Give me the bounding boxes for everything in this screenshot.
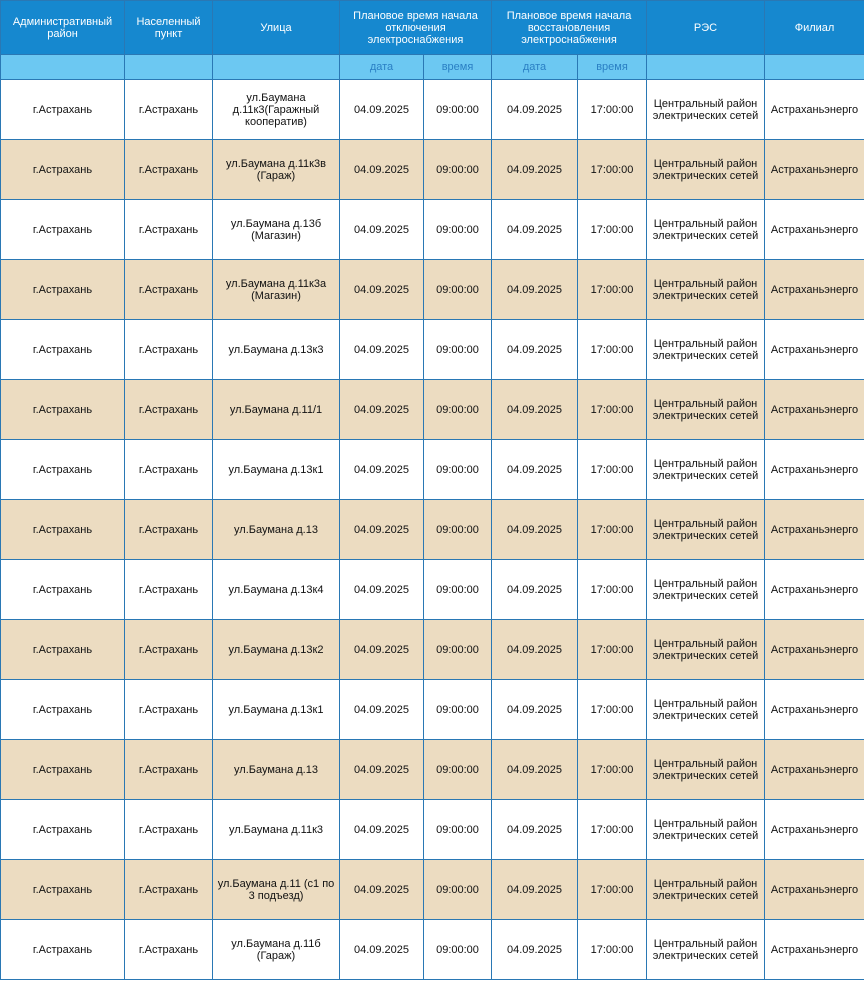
cell-on-date: 04.09.2025 bbox=[492, 320, 578, 380]
table-row bbox=[1, 800, 864, 860]
cell-branch: Астраханьэнерго bbox=[765, 260, 864, 320]
cell-off-time: 09:00:00 bbox=[424, 860, 492, 920]
table-row bbox=[1, 500, 864, 560]
cell-street: ул.Баумана д.13к1 bbox=[213, 440, 340, 500]
header-planned-off: Плановое время начала отключения электроснабжения bbox=[340, 1, 492, 55]
header-street: Улица bbox=[213, 1, 340, 55]
cell-branch: Астраханьэнерго bbox=[765, 920, 864, 980]
cell-admin-district: г.Астрахань bbox=[1, 560, 125, 620]
cell-off-date: 04.09.2025 bbox=[340, 620, 424, 680]
cell-branch: Астраханьэнерго bbox=[765, 500, 864, 560]
cell-admin-district: г.Астрахань bbox=[1, 800, 125, 860]
cell-admin-district: г.Астрахань bbox=[1, 200, 125, 260]
cell-off-date: 04.09.2025 bbox=[340, 80, 424, 140]
cell-on-date: 04.09.2025 bbox=[492, 920, 578, 980]
cell-street: ул.Баумана д.11к3(Гаражный кооператив) bbox=[213, 80, 340, 140]
table-row bbox=[1, 560, 864, 620]
cell-admin-district: г.Астрахань bbox=[1, 80, 125, 140]
cell-admin-district: г.Астрахань bbox=[1, 440, 125, 500]
cell-street: ул.Баумана д.11к3 bbox=[213, 800, 340, 860]
cell-on-date: 04.09.2025 bbox=[492, 740, 578, 800]
cell-settlement: г.Астрахань bbox=[125, 80, 213, 140]
table-row bbox=[1, 920, 864, 980]
cell-branch: Астраханьэнерго bbox=[765, 800, 864, 860]
cell-off-date: 04.09.2025 bbox=[340, 800, 424, 860]
subheader-off-time: время bbox=[424, 55, 492, 80]
cell-res: Центральный район электрических сетей bbox=[647, 740, 765, 800]
subheader-empty bbox=[213, 55, 340, 80]
cell-off-date: 04.09.2025 bbox=[340, 680, 424, 740]
cell-off-time: 09:00:00 bbox=[424, 920, 492, 980]
cell-off-time: 09:00:00 bbox=[424, 500, 492, 560]
cell-off-time: 09:00:00 bbox=[424, 380, 492, 440]
cell-res: Центральный район электрических сетей bbox=[647, 800, 765, 860]
cell-branch: Астраханьэнерго bbox=[765, 380, 864, 440]
cell-street: ул.Баумана д.13к1 bbox=[213, 680, 340, 740]
cell-settlement: г.Астрахань bbox=[125, 200, 213, 260]
table-row bbox=[1, 440, 864, 500]
table-row bbox=[1, 320, 864, 380]
cell-branch: Астраханьэнерго bbox=[765, 860, 864, 920]
table-row bbox=[1, 860, 864, 920]
header-res: РЭС bbox=[647, 1, 765, 55]
cell-street: ул.Баумана д.11 (с1 по 3 подъезд) bbox=[213, 860, 340, 920]
cell-off-date: 04.09.2025 bbox=[340, 440, 424, 500]
cell-settlement: г.Астрахань bbox=[125, 500, 213, 560]
subheader-empty bbox=[765, 55, 864, 80]
cell-settlement: г.Астрахань bbox=[125, 140, 213, 200]
cell-res: Центральный район электрических сетей bbox=[647, 620, 765, 680]
cell-off-date: 04.09.2025 bbox=[340, 260, 424, 320]
cell-street: ул.Баумана д.13 bbox=[213, 500, 340, 560]
cell-on-time: 17:00:00 bbox=[578, 260, 647, 320]
table-row bbox=[1, 260, 864, 320]
table-row bbox=[1, 380, 864, 440]
cell-off-time: 09:00:00 bbox=[424, 740, 492, 800]
table-row bbox=[1, 620, 864, 680]
cell-on-time: 17:00:00 bbox=[578, 860, 647, 920]
cell-on-time: 17:00:00 bbox=[578, 80, 647, 140]
cell-on-time: 17:00:00 bbox=[578, 920, 647, 980]
cell-settlement: г.Астрахань bbox=[125, 920, 213, 980]
cell-off-date: 04.09.2025 bbox=[340, 500, 424, 560]
cell-on-time: 17:00:00 bbox=[578, 320, 647, 380]
table-row bbox=[1, 140, 864, 200]
cell-off-date: 04.09.2025 bbox=[340, 860, 424, 920]
cell-on-time: 17:00:00 bbox=[578, 140, 647, 200]
cell-admin-district: г.Астрахань bbox=[1, 620, 125, 680]
cell-off-date: 04.09.2025 bbox=[340, 920, 424, 980]
cell-on-date: 04.09.2025 bbox=[492, 560, 578, 620]
cell-on-date: 04.09.2025 bbox=[492, 200, 578, 260]
cell-settlement: г.Астрахань bbox=[125, 320, 213, 380]
cell-off-time: 09:00:00 bbox=[424, 620, 492, 680]
cell-off-date: 04.09.2025 bbox=[340, 320, 424, 380]
table-header-row bbox=[1, 1, 864, 55]
cell-on-date: 04.09.2025 bbox=[492, 140, 578, 200]
cell-res: Центральный район электрических сетей bbox=[647, 560, 765, 620]
table-body bbox=[1, 80, 864, 980]
cell-on-date: 04.09.2025 bbox=[492, 500, 578, 560]
cell-off-date: 04.09.2025 bbox=[340, 380, 424, 440]
cell-res: Центральный район электрических сетей bbox=[647, 260, 765, 320]
cell-admin-district: г.Астрахань bbox=[1, 740, 125, 800]
table-row bbox=[1, 80, 864, 140]
cell-admin-district: г.Астрахань bbox=[1, 860, 125, 920]
cell-on-date: 04.09.2025 bbox=[492, 440, 578, 500]
cell-settlement: г.Астрахань bbox=[125, 680, 213, 740]
cell-off-time: 09:00:00 bbox=[424, 320, 492, 380]
cell-off-time: 09:00:00 bbox=[424, 680, 492, 740]
cell-off-date: 04.09.2025 bbox=[340, 560, 424, 620]
table-row bbox=[1, 740, 864, 800]
cell-settlement: г.Астрахань bbox=[125, 800, 213, 860]
cell-res: Центральный район электрических сетей bbox=[647, 80, 765, 140]
cell-settlement: г.Астрахань bbox=[125, 740, 213, 800]
subheader-empty bbox=[125, 55, 213, 80]
cell-on-time: 17:00:00 bbox=[578, 200, 647, 260]
table-row bbox=[1, 680, 864, 740]
subheader-on-date: дата bbox=[492, 55, 578, 80]
cell-admin-district: г.Астрахань bbox=[1, 140, 125, 200]
cell-branch: Астраханьэнерго bbox=[765, 80, 864, 140]
cell-off-date: 04.09.2025 bbox=[340, 140, 424, 200]
cell-on-date: 04.09.2025 bbox=[492, 680, 578, 740]
cell-on-date: 04.09.2025 bbox=[492, 620, 578, 680]
cell-branch: Астраханьэнерго bbox=[765, 680, 864, 740]
cell-res: Центральный район электрических сетей bbox=[647, 320, 765, 380]
cell-street: ул.Баумана д.13 bbox=[213, 740, 340, 800]
cell-res: Центральный район электрических сетей bbox=[647, 440, 765, 500]
cell-off-time: 09:00:00 bbox=[424, 800, 492, 860]
table-row bbox=[1, 200, 864, 260]
cell-street: ул.Баумана д.11к3а (Магазин) bbox=[213, 260, 340, 320]
cell-branch: Астраханьэнерго bbox=[765, 320, 864, 380]
header-planned-on: Плановое время начала восстановления электроснабжения bbox=[492, 1, 647, 55]
table-subheader-row bbox=[1, 55, 864, 80]
cell-off-date: 04.09.2025 bbox=[340, 200, 424, 260]
cell-res: Центральный район электрических сетей bbox=[647, 380, 765, 440]
cell-on-time: 17:00:00 bbox=[578, 740, 647, 800]
cell-branch: Астраханьэнерго bbox=[765, 560, 864, 620]
cell-settlement: г.Астрахань bbox=[125, 860, 213, 920]
cell-street: ул.Баумана д.11/1 bbox=[213, 380, 340, 440]
cell-admin-district: г.Астрахань bbox=[1, 320, 125, 380]
cell-settlement: г.Астрахань bbox=[125, 440, 213, 500]
cell-on-date: 04.09.2025 bbox=[492, 800, 578, 860]
cell-street: ул.Баумана д.13б (Магазин) bbox=[213, 200, 340, 260]
cell-res: Центральный район электрических сетей bbox=[647, 500, 765, 560]
subheader-empty bbox=[1, 55, 125, 80]
cell-street: ул.Баумана д.13к4 bbox=[213, 560, 340, 620]
cell-street: ул.Баумана д.13к2 bbox=[213, 620, 340, 680]
cell-res: Центральный район электрических сетей bbox=[647, 860, 765, 920]
cell-on-time: 17:00:00 bbox=[578, 560, 647, 620]
cell-on-date: 04.09.2025 bbox=[492, 860, 578, 920]
subheader-on-time: время bbox=[578, 55, 647, 80]
cell-branch: Астраханьэнерго bbox=[765, 740, 864, 800]
cell-on-date: 04.09.2025 bbox=[492, 260, 578, 320]
cell-on-date: 04.09.2025 bbox=[492, 80, 578, 140]
cell-on-time: 17:00:00 bbox=[578, 620, 647, 680]
cell-admin-district: г.Астрахань bbox=[1, 680, 125, 740]
cell-on-time: 17:00:00 bbox=[578, 380, 647, 440]
cell-settlement: г.Астрахань bbox=[125, 620, 213, 680]
cell-branch: Астраханьэнерго bbox=[765, 140, 864, 200]
cell-res: Центральный район электрических сетей bbox=[647, 140, 765, 200]
cell-on-time: 17:00:00 bbox=[578, 440, 647, 500]
cell-off-time: 09:00:00 bbox=[424, 200, 492, 260]
subheader-off-date: дата bbox=[340, 55, 424, 80]
cell-branch: Астраханьэнерго bbox=[765, 620, 864, 680]
cell-res: Центральный район электрических сетей bbox=[647, 200, 765, 260]
header-admin-district: Административный район bbox=[1, 1, 125, 55]
cell-on-time: 17:00:00 bbox=[578, 680, 647, 740]
cell-admin-district: г.Астрахань bbox=[1, 920, 125, 980]
header-settlement: Населенный пункт bbox=[125, 1, 213, 55]
cell-off-time: 09:00:00 bbox=[424, 560, 492, 620]
cell-off-time: 09:00:00 bbox=[424, 80, 492, 140]
header-branch: Филиал bbox=[765, 1, 864, 55]
cell-settlement: г.Астрахань bbox=[125, 560, 213, 620]
cell-off-time: 09:00:00 bbox=[424, 140, 492, 200]
subheader-empty bbox=[647, 55, 765, 80]
cell-street: ул.Баумана д.11б (Гараж) bbox=[213, 920, 340, 980]
cell-branch: Астраханьэнерго bbox=[765, 200, 864, 260]
cell-res: Центральный район электрических сетей bbox=[647, 920, 765, 980]
cell-settlement: г.Астрахань bbox=[125, 380, 213, 440]
cell-off-time: 09:00:00 bbox=[424, 440, 492, 500]
cell-street: ул.Баумана д.13к3 bbox=[213, 320, 340, 380]
cell-res: Центральный район электрических сетей bbox=[647, 680, 765, 740]
cell-branch: Астраханьэнерго bbox=[765, 440, 864, 500]
cell-settlement: г.Астрахань bbox=[125, 260, 213, 320]
cell-on-date: 04.09.2025 bbox=[492, 380, 578, 440]
cell-off-time: 09:00:00 bbox=[424, 260, 492, 320]
cell-admin-district: г.Астрахань bbox=[1, 380, 125, 440]
cell-admin-district: г.Астрахань bbox=[1, 260, 125, 320]
cell-on-time: 17:00:00 bbox=[578, 800, 647, 860]
cell-street: ул.Баумана д.11к3в (Гараж) bbox=[213, 140, 340, 200]
cell-admin-district: г.Астрахань bbox=[1, 500, 125, 560]
cell-on-time: 17:00:00 bbox=[578, 500, 647, 560]
cell-off-date: 04.09.2025 bbox=[340, 740, 424, 800]
